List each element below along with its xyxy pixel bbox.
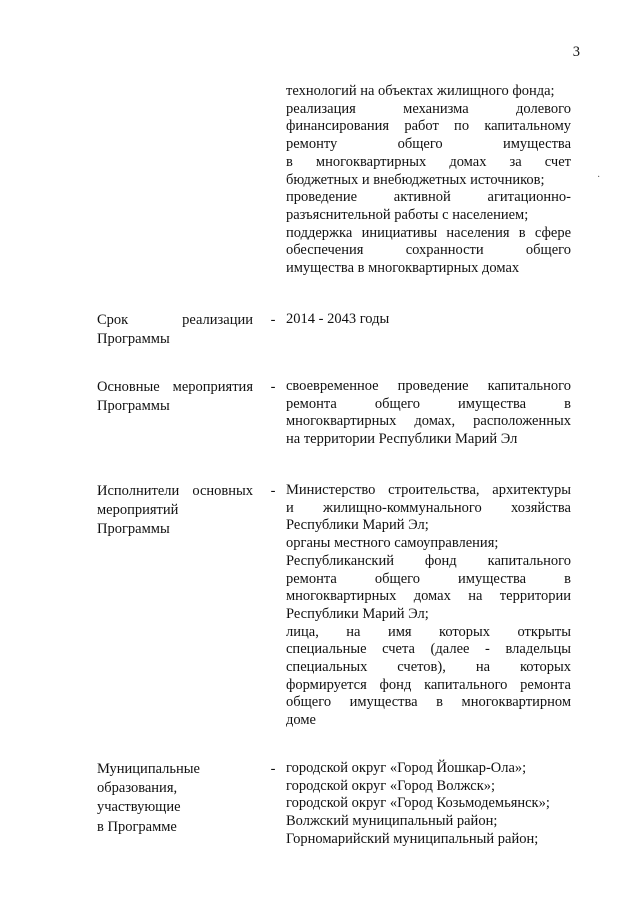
value-line: городской округ «Город Йошкар-Ола»;: [286, 760, 527, 776]
label-line: в Программе: [97, 818, 177, 835]
section-value: [286, 311, 571, 329]
value-line: разъяснительной работы с населением;: [286, 206, 529, 223]
value-line: 2014 - 2043 годы: [286, 311, 390, 327]
dash-separator: -: [270, 483, 276, 499]
label-line: Программы: [97, 521, 170, 538]
page-number: 3: [572, 44, 580, 60]
value-line: в многоквартирных домах за счет: [286, 153, 571, 170]
label-line: Программы: [97, 331, 170, 348]
value-line: специальных счетов), на которых: [286, 659, 571, 676]
label-line: Основные мероприятия: [97, 379, 253, 395]
section-label: [97, 482, 253, 540]
section-label: [97, 311, 253, 349]
section-value: [286, 378, 571, 449]
value-line: ремонту общего имущества: [286, 136, 571, 153]
value-line: доме: [286, 712, 316, 729]
value-line: Горномарийский муниципальный район;: [286, 830, 539, 847]
section-value: [286, 760, 571, 849]
value-line: городской округ «Город Козьмодемьянск»;: [286, 795, 550, 812]
section-label: [97, 378, 253, 416]
value-line: Республики Марий Эл;: [286, 605, 429, 622]
value-line: Министерство строительства, архитектуры: [286, 482, 571, 498]
value-line: ремонта общего имущества в: [286, 395, 571, 412]
value-line: на территории Республики Марий Эл: [286, 431, 518, 448]
dash-separator: -: [270, 379, 276, 395]
value-line: общего имущества в многоквартирном: [286, 694, 571, 711]
value-line: Республики Марий Эл;: [286, 517, 429, 534]
label-line: Срок реализации: [97, 312, 253, 328]
value-line: многоквартирных домах на территории: [286, 588, 571, 605]
dash-separator: -: [270, 761, 276, 777]
label-line: Программы: [97, 398, 170, 415]
value-line: формируется фонд капитального ремонта: [286, 676, 571, 693]
value-line: имущества в многоквартирных домах: [286, 260, 520, 277]
value-line: городской округ «Город Волжск»;: [286, 777, 496, 794]
value-line: технологий на объектах жилищного фонда;: [286, 83, 555, 99]
value-line: специальные счета (далее - владельцы: [286, 641, 571, 658]
section-label: [97, 760, 253, 837]
value-line: своевременное проведение капитального: [286, 378, 571, 394]
dash-separator: -: [270, 312, 276, 328]
value-line: Республиканский фонд капитального: [286, 552, 571, 569]
section-value: [286, 83, 571, 278]
label-line: образования,: [97, 780, 178, 797]
label-line: мероприятий: [97, 502, 179, 519]
value-line: проведение активной агитационно-: [286, 189, 571, 206]
value-line: Волжский муниципальный район;: [286, 813, 498, 830]
value-line: ремонта общего имущества в: [286, 570, 571, 587]
value-line: реализация механизма долевого: [286, 100, 571, 117]
value-line: лица, на имя которых открыты: [286, 623, 571, 640]
value-line: и жилищно-коммунального хозяйства: [286, 499, 571, 516]
section-value: [286, 482, 571, 730]
value-line: обеспечения сохранности общего: [286, 242, 571, 259]
value-line: финансирования работ по капитальному: [286, 118, 571, 135]
stray-mark: ·: [597, 172, 601, 183]
label-line: Муниципальные: [97, 761, 200, 777]
value-line: бюджетных и внебюджетных источников;: [286, 171, 545, 188]
label-line: участвующие: [97, 799, 181, 816]
value-line: органы местного самоуправления;: [286, 535, 499, 552]
value-line: поддержка инициативы населения в сфере: [286, 224, 571, 241]
label-line: Исполнители основных: [97, 483, 253, 499]
value-line: многоквартирных домах, расположенных: [286, 413, 571, 430]
